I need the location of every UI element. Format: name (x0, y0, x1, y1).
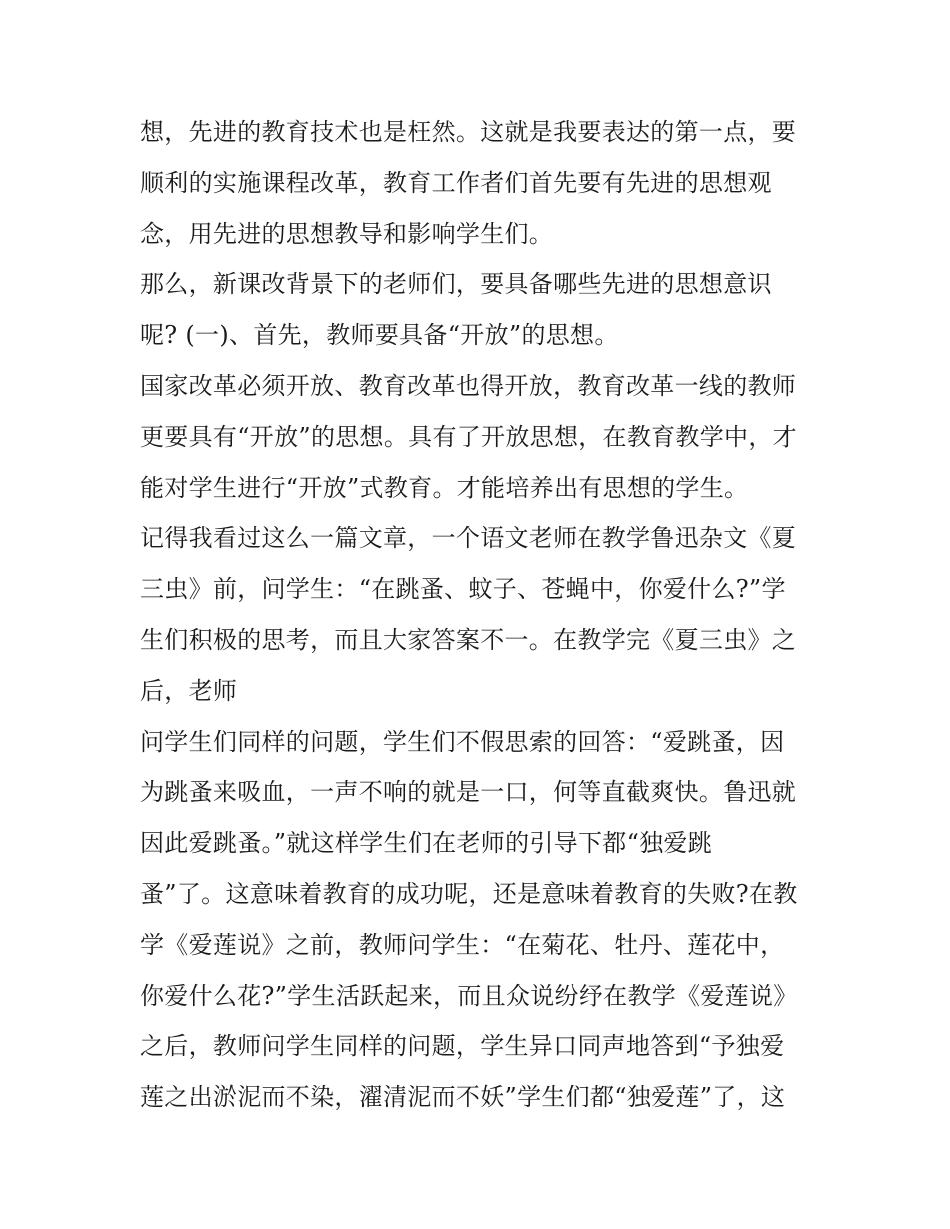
text-line: 呢? (一)、首先，教师要具备“开放”的思想。 (140, 321, 619, 350)
text-line: 问学生们同样的问题，学生们不假思索的回答：“爱跳蚤，因 (140, 727, 785, 756)
text-line: 三虫》前，问学生：“在跳蚤、蚊子、苍蝇中，你爱什么?”学 (140, 575, 786, 604)
text-line: 为跳蚤来吸血，一声不响的就是一口，何等直截爽快。鲁迅就 (140, 778, 797, 807)
text-line: 记得我看过这么一篇文章，一个语文老师在教学鲁迅杂文《夏 (140, 524, 797, 553)
text-line: 之后，教师问学生同样的问题，学生异口同声地答到“予独爱 (140, 1032, 785, 1061)
text-line: 那么，新课改背景下的老师们，要具备哪些先进的思想意识 (140, 270, 772, 299)
text-line: 学《爱莲说》之前，教师问学生：“在菊花、牡丹、莲花中， (140, 930, 785, 959)
text-line: 生们积极的思考，而且大家答案不一。在教学完《夏三虫》之 (140, 625, 797, 654)
text-line: 想，先进的教育技术也是枉然。这就是我要表达的第一点，要 (140, 118, 797, 146)
text-line: 更要具有“开放”的思想。具有了开放思想，在教育教学中，才 (140, 422, 797, 451)
text-line: 你爱什么花?”学生活跃起来，而且众说纷纾在教学《爱莲说》 (140, 981, 798, 1010)
text-line: 因此爱跳蚤。”就这样学生们在老师的引导下都“独爱跳 (140, 829, 713, 858)
text-line: 后，老师 (140, 676, 238, 705)
text-line: 顺利的实施课程改革，教育工作者们首先要有先进的思想观 (140, 168, 772, 197)
text-line: 莲之出淤泥而不染，濯清泥而不妖”学生们都“独爱莲”了，这 (140, 1083, 786, 1112)
body-text (140, 107, 820, 1123)
text-line: 蚤”了。这意味着教育的成功呢，还是意味着教育的失败?在教 (140, 879, 798, 908)
text-line: 念，用先进的思想教导和影响学生们。 (140, 219, 554, 248)
text-line: 能对学生进行“开放”式教育。才能培养出有思想的学生。 (140, 473, 749, 502)
text-line: 国家改革必须开放、教育改革也得开放，教育改革一线的教师 (140, 371, 797, 400)
